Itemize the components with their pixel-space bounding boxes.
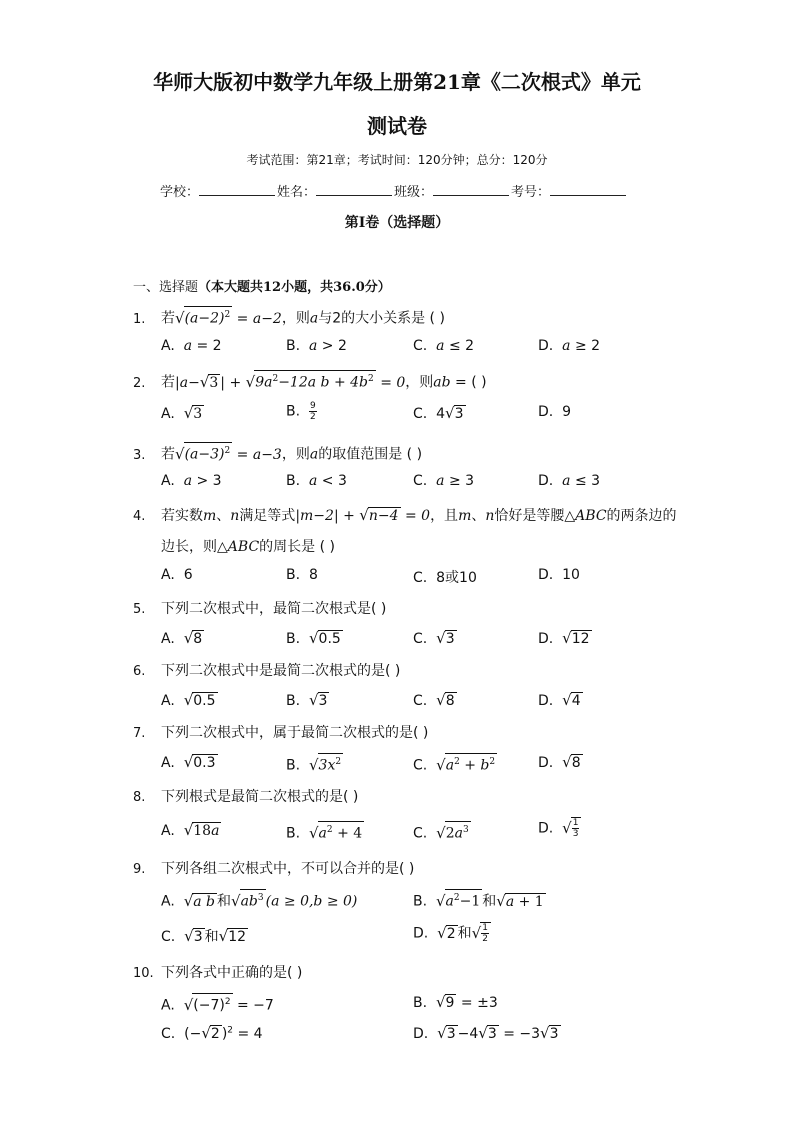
q6-option-d[interactable]: D. √4 <box>538 691 581 709</box>
q7-option-d[interactable]: D. √8 <box>538 753 581 771</box>
q2-end: ( ) <box>471 374 487 391</box>
q2-option-c[interactable]: C. 4√3 <box>413 404 464 422</box>
question-4: 4. 若实数m、n满足等式|m−2| + √n−4 = 0，且m、n恰好是等腰△ABC的两条边的 <box>133 506 677 524</box>
q2-ab: ab <box>433 374 451 391</box>
question-number: 3. <box>133 447 146 463</box>
q7-option-c[interactable]: C. $√a^2 + b^2$ <box>413 753 497 774</box>
class-label: 班级： <box>394 185 434 200</box>
q3-option-a[interactable]: A. a > 3 <box>161 473 222 489</box>
school-label: 学校： <box>160 185 200 200</box>
q10-option-b[interactable]: B. √9 = ±3 <box>413 993 498 1011</box>
q1-var: a <box>309 310 319 327</box>
q4-option-d[interactable]: D. 10 <box>538 567 580 583</box>
q2-pre: 若 <box>161 374 175 391</box>
question-stem: 下列二次根式中，最简二次根式是( ) <box>161 601 387 617</box>
q5-option-b[interactable]: B. √0.5 <box>286 629 341 647</box>
q5-option-c[interactable]: C. √3 <box>413 629 455 647</box>
q8-option-a[interactable]: A. √18a <box>161 821 220 839</box>
q3-option-b[interactable]: B. a < 3 <box>286 473 347 489</box>
question-4-line2: 边长，则△ABC的周长是 ( ) <box>161 539 335 555</box>
q3-end: 的取值范围是 ( ) <box>318 446 423 463</box>
q3-pre: 若 <box>161 446 175 463</box>
q10-option-d[interactable]: D. √3 −4√3 = −3√3 <box>413 1024 559 1042</box>
q6-option-a[interactable]: A. √0.5 <box>161 691 216 709</box>
student-info-fields <box>160 181 628 200</box>
q1-mid: ，则 <box>281 310 310 327</box>
exam-info: 考试范围：第21章；考试时间：120分钟；总分：120分 <box>246 153 548 167</box>
question-10: 10. 下列各式中正确的是( ) <box>133 965 303 981</box>
q3-var: a <box>309 446 319 463</box>
q10-option-c[interactable]: C. (−√2 )$^2$ = 4 <box>161 1024 263 1042</box>
question-3 <box>133 442 422 464</box>
q5-option-d[interactable]: D. √12 <box>538 629 590 647</box>
section-note: （本大题共12小题，共36.0分） <box>198 280 391 295</box>
q2-option-d[interactable]: D. 9 <box>538 404 572 420</box>
exam-title-line1: 华师大版初中数学九年级上册第21章《二次根式》单元 <box>153 70 641 94</box>
q4-option-b[interactable]: B. 8 <box>286 567 318 583</box>
q9-option-c[interactable]: C. √3 和√12 <box>161 927 247 945</box>
q1-formula: $√(a-2)^2 = a-2$ <box>175 311 282 327</box>
q4-option-a[interactable]: A. 6 <box>161 567 193 583</box>
q9-option-a[interactable]: A. √a b 和$√ab^3$ (a ≥ 0,b ≥ 0) <box>161 889 357 911</box>
examno-blank[interactable] <box>550 181 626 196</box>
question-7: 7. 下列二次根式中，属于最简二次根式的是( ) <box>133 725 429 741</box>
q3-option-c[interactable]: C. a ≥ 3 <box>413 473 475 489</box>
question-number: 2. <box>133 375 146 391</box>
q1-option-a[interactable]: A. a = 2 <box>161 338 222 354</box>
question-1 <box>133 306 445 328</box>
q4-option-c[interactable]: C. 8或10 <box>413 570 477 586</box>
question-stem: 下列各式中正确的是( ) <box>161 965 303 981</box>
q3-option-d[interactable]: D. a ≤ 3 <box>538 473 601 489</box>
question-stem: 下列根式是最简二次根式的是( ) <box>161 789 359 805</box>
q1-option-b[interactable]: B. a > 2 <box>286 338 347 354</box>
q7-option-b[interactable]: B. $√3x^2$ <box>286 753 343 774</box>
q8-option-d[interactable]: D. √ $\frac{1}{3}$ <box>538 817 581 839</box>
q1-option-d[interactable]: D. a ≥ 2 <box>538 338 601 354</box>
q5-option-a[interactable]: A. √8 <box>161 629 203 647</box>
q10-option-a[interactable]: A. $√(-7)^2 = -7$ <box>161 993 274 1014</box>
volume-title: 第I卷（选择题） <box>344 215 450 231</box>
q1-pre: 若 <box>161 310 175 327</box>
q9-option-b[interactable]: B. $√a^2-1$ 和√a + 1 <box>413 889 546 911</box>
q2-option-b[interactable]: B. $\frac{9}{2}$ <box>286 401 316 422</box>
q9-option-d[interactable]: D. √2 和√ $\frac{1}{2}$ <box>413 922 491 944</box>
q3-formula: $√(a-3)^2 = a-3$ <box>175 447 282 463</box>
q2-formula: |a−√3 | + $√9a^2-12a$ $b + 4b^2 = 0$ <box>175 375 405 391</box>
q3-then: ，则 <box>281 446 310 463</box>
question-stem: 下列二次根式中，属于最简二次根式的是( ) <box>161 725 429 741</box>
q6-option-b[interactable]: B. √3 <box>286 691 328 709</box>
exam-title-line2: 测试卷 <box>367 114 427 138</box>
q6-option-c[interactable]: C. √8 <box>413 691 455 709</box>
examno-label: 考号： <box>511 185 551 200</box>
question-stem: 下列二次根式中是最简二次根式的是( ) <box>161 663 401 679</box>
question-stem: 下列各组二次根式中，不可以合并的是( ) <box>161 861 415 877</box>
question-5: 5. 下列二次根式中，最简二次根式是( ) <box>133 601 387 617</box>
section-heading <box>133 276 391 295</box>
q1-option-c[interactable]: C. a ≤ 2 <box>413 338 475 354</box>
school-blank[interactable] <box>199 181 275 196</box>
question-8: 8. 下列根式是最简二次根式的是( ) <box>133 789 359 805</box>
q8-option-c[interactable]: C. $√2a^3$ <box>413 821 471 842</box>
q2-option-a[interactable]: A. √3 <box>161 404 203 422</box>
question-number: 1. <box>133 311 146 327</box>
section-label: 一、选择题 <box>133 280 199 295</box>
name-blank[interactable] <box>316 181 392 196</box>
question-2: 2. 若|a−√3 | + $√9a^2-12a$ $b + 4b^2 = 0$，则ab = ( ) <box>133 370 487 392</box>
q7-option-a[interactable]: A. √0.3 <box>161 753 216 771</box>
question-number: 4. <box>133 509 146 524</box>
q1-end: 与2的大小关系是 ( ) <box>318 310 445 327</box>
q2-then: ，则 <box>405 374 434 391</box>
q8-option-b[interactable]: B. $√a^2 + 4$ <box>286 821 364 842</box>
class-blank[interactable] <box>433 181 509 196</box>
question-6: 6. 下列二次根式中是最简二次根式的是( ) <box>133 663 401 679</box>
name-label: 姓名： <box>277 185 317 200</box>
question-9: 9. 下列各组二次根式中，不可以合并的是( ) <box>133 861 415 877</box>
